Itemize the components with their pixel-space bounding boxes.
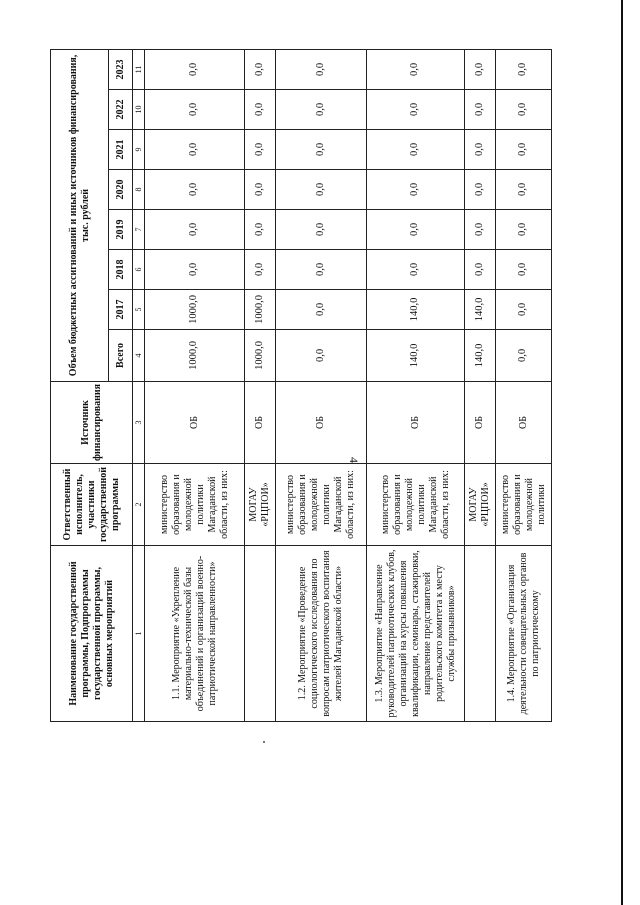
measure-name: 1.2. Мероприятие «Проведение социологического исследования по вопросам патриотического воспитания жителей Магаданской области» [276,546,367,722]
value-cell: 140,0 [465,329,496,381]
value-cell: 0,0 [465,129,496,169]
header-total: Всего [109,329,133,381]
header-source: Источник финансирования [51,381,133,463]
column-number: 5 [133,289,145,329]
value-cell: 0,0 [496,169,552,209]
header-year: 2017 [109,289,133,329]
header-name: Наименование государственной программы, Подпрограммы государственной программы, основных мероприятий [51,546,133,722]
column-number: 11 [133,49,145,89]
value-cell: 0,0 [245,249,276,289]
value-cell: 0,0 [465,209,496,249]
header-year: 2023 [109,49,133,89]
header-funding-group: Объем бюджетных ассигнований и иных источников финансирования, тыс. рублей [51,49,109,381]
value-cell: 140,0 [465,289,496,329]
executor-cell: министерство образования и молодежной политики [496,464,552,546]
value-cell: 0,0 [145,49,245,89]
column-number: 10 [133,89,145,129]
value-cell: 0,0 [145,209,245,249]
column-number: 2 [133,464,145,546]
table-row [145,49,245,721]
value-cell: 140,0 [367,329,465,381]
source-cell: ОБ [245,381,276,463]
value-cell: 0,0 [276,209,367,249]
value-cell: 0,0 [276,289,367,329]
source-cell: ОБ [145,381,245,463]
value-cell: 0,0 [276,329,367,381]
source-cell: ОБ [496,381,552,463]
value-cell: 0,0 [145,169,245,209]
value-cell: 0,0 [465,89,496,129]
table-row [245,49,276,721]
value-cell: 0,0 [276,169,367,209]
value-cell: 0,0 [367,49,465,89]
value-cell: 0,0 [145,249,245,289]
value-cell: 0,0 [145,89,245,129]
value-cell: 0,0 [245,89,276,129]
value-cell: 0,0 [496,329,552,381]
column-number: 4 [133,329,145,381]
page-edge-rule [621,0,623,905]
column-number: 6 [133,249,145,289]
column-number: 1 [133,546,145,722]
header-year: 2022 [109,89,133,129]
source-cell: ОБ [276,381,367,463]
source-cell: ОБ [367,381,465,463]
scan-speck [263,741,265,743]
source-cell: ОБ [465,381,496,463]
value-cell: 0,0 [276,249,367,289]
executor-cell: министерство образования и молодежной политики Магаданской области, из них: [367,464,465,546]
executor-cell: МОГАУ «РЦПОИ» [245,464,276,546]
value-cell: 1000,0 [245,329,276,381]
value-cell: 140,0 [367,289,465,329]
value-cell: 0,0 [245,209,276,249]
measure-name [465,546,496,722]
value-cell: 0,0 [367,169,465,209]
measure-name [245,546,276,722]
column-number-row [133,49,145,721]
value-cell: 0,0 [367,249,465,289]
executor-cell: министерство образования и молодежной политики Магаданской области, из них: [145,464,245,546]
value-cell: 0,0 [276,129,367,169]
value-cell: 0,0 [367,209,465,249]
value-cell: 0,0 [367,129,465,169]
value-cell: 1000,0 [145,289,245,329]
value-cell: 0,0 [145,129,245,169]
value-cell: 0,0 [245,49,276,89]
value-cell: 1000,0 [145,329,245,381]
table-row [465,49,496,721]
value-cell: 0,0 [496,49,552,89]
value-cell: 1000,0 [245,289,276,329]
value-cell: 0,0 [465,49,496,89]
measure-name: 1.3. Мероприятие «Направление руководителей патриотических клубов, организаций на курсы повышения квалификации, семинары, стажировки, направление представителей родительского комитета к месту службы призывников» [367,546,465,722]
header-year: 2020 [109,169,133,209]
table-row [367,49,465,721]
value-cell: 0,0 [367,89,465,129]
column-number: 3 [133,381,145,463]
executor-cell: МОГАУ «РЦПОИ» [465,464,496,546]
value-cell: 0,0 [496,249,552,289]
value-cell: 0,0 [276,49,367,89]
value-cell: 0,0 [496,209,552,249]
column-number: 7 [133,209,145,249]
header-executor: Ответственный исполнитель, участники государственной программы [51,464,133,546]
value-cell: 0,0 [496,289,552,329]
executor-cell: министерство образования и молодежной политики Магаданской области, из них: [276,464,367,546]
value-cell: 0,0 [245,129,276,169]
page-number: 4 [347,457,361,463]
table-row [276,49,367,721]
value-cell: 0,0 [465,249,496,289]
value-cell: 0,0 [496,89,552,129]
value-cell: 0,0 [245,169,276,209]
value-cell: 0,0 [496,129,552,169]
measure-name: 1.1. Мероприятие «Укрепление материально-технической базы объединений и организаций военно-патриотической направленности» [145,546,245,722]
header-year: 2018 [109,249,133,289]
value-cell: 0,0 [276,89,367,129]
financing-table [50,49,552,722]
header-year: 2019 [109,209,133,249]
table-row [496,49,552,721]
column-number: 9 [133,129,145,169]
header-year: 2021 [109,129,133,169]
measure-name: 1.4. Мероприятие «Организация деятельности совещательных органов по патриотическому [496,546,552,722]
value-cell: 0,0 [465,169,496,209]
column-number: 8 [133,169,145,209]
